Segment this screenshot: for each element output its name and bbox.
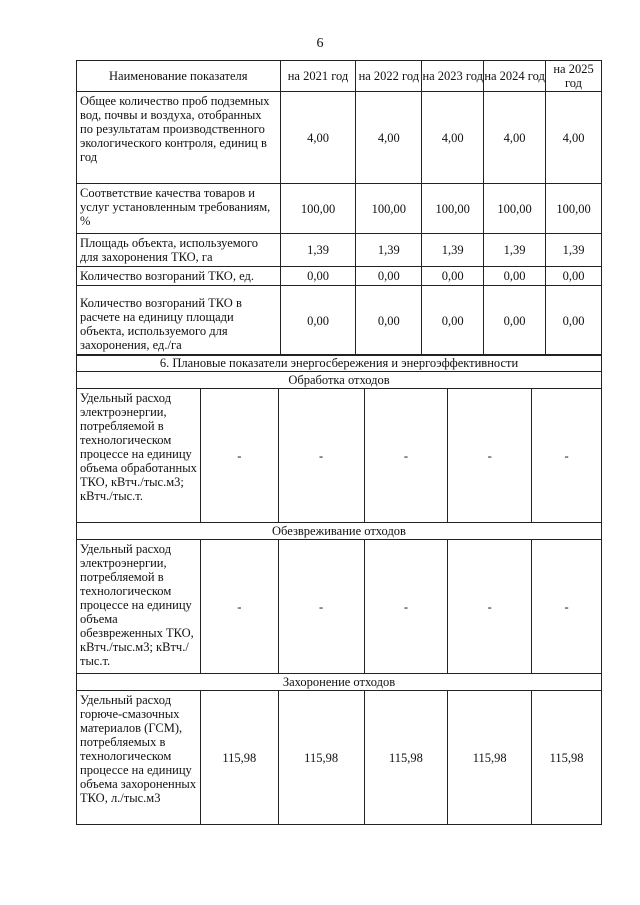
cell-value: 115,98 [278,691,364,825]
cell-value: 0,00 [484,267,546,286]
table-row [77,267,602,286]
header-year-2025: на 2025 год [546,61,602,92]
table-row [77,691,602,825]
cell-value: 1,39 [546,234,602,267]
cell-value: 0,00 [546,267,602,286]
cell-value: 100,00 [280,184,356,234]
cell-value: 4,00 [546,92,602,184]
cell-value: 1,39 [356,234,422,267]
cell-value: - [532,540,602,674]
table-row [77,389,602,523]
cell-value: 100,00 [546,184,602,234]
row-name: Количество возгораний ТКО, ед. [77,267,281,286]
cell-value: - [532,389,602,523]
row-name: Количество возгораний ТКО в расчете на единицу площади объекта, используемого для захоронения, ед./га [77,286,281,356]
cell-value: - [448,389,532,523]
cell-value: 1,39 [280,234,356,267]
table-header-row [77,61,602,92]
row-name: Удельный расход электроэнергии, потребляемой в технологическом процессе на единицу объема обезвреженных ТКО, кВтч./тыс.м3; кВтч./тыс.т. [77,540,201,674]
table-row [77,540,602,674]
row-name: Удельный расход горюче-смазочных материалов (ГСМ), потребляемых в технологическом процессе на единицу объема захороненных ТКО, л./тыс.м3 [77,691,201,825]
cell-value: - [448,540,532,674]
table-row [77,286,602,356]
cell-value: 0,00 [484,286,546,356]
cell-value: 0,00 [280,286,356,356]
section-title: 6. Плановые показатели энергосбережения и энергоэффективности [77,355,602,372]
energy-indicators-table [76,354,602,825]
indicators-table [76,60,602,356]
cell-value: - [200,389,278,523]
row-name: Удельный расход электроэнергии, потребляемой в технологическом процессе на единицу объема обработанных ТКО, кВтч./тыс.м3; кВтч./тыс.т. [77,389,201,523]
cell-value: - [200,540,278,674]
table-row [77,184,602,234]
cell-value: - [364,389,448,523]
page-number: 6 [316,36,324,51]
cell-value: 4,00 [422,92,484,184]
cell-value: 1,39 [422,234,484,267]
cell-value: - [278,540,364,674]
cell-value: 4,00 [280,92,356,184]
cell-value: 115,98 [532,691,602,825]
table-row [77,234,602,267]
cell-value: 0,00 [356,286,422,356]
cell-value: 100,00 [356,184,422,234]
cell-value: 0,00 [422,267,484,286]
group-title-row [77,674,602,691]
group-title-row [77,523,602,540]
group-title-neutralization: Обезвреживание отходов [77,523,602,540]
header-year-2024: на 2024 год [484,61,546,92]
cell-value: 4,00 [356,92,422,184]
cell-value: 4,00 [484,92,546,184]
row-name: Площадь объекта, используемого для захоронения ТКО, га [77,234,281,267]
group-title-processing: Обработка отходов [77,372,602,389]
cell-value: 0,00 [546,286,602,356]
cell-value: 0,00 [422,286,484,356]
header-year-2022: на 2022 год [356,61,422,92]
row-name: Соответствие качества товаров и услуг установленным требованиям, % [77,184,281,234]
cell-value: - [364,540,448,674]
table-row [77,92,602,184]
row-name: Общее количество проб подземных вод, почвы и воздуха, отобранных по результатам производственного экологического контроля, единиц в год [77,92,281,184]
group-title-row [77,372,602,389]
cell-value: 115,98 [364,691,448,825]
cell-value: 100,00 [422,184,484,234]
group-title-burial: Захоронение отходов [77,674,602,691]
header-year-2021: на 2021 год [280,61,356,92]
header-indicator-name: Наименование показателя [77,61,281,92]
header-year-2023: на 2023 год [422,61,484,92]
cell-value: 100,00 [484,184,546,234]
cell-value: 115,98 [200,691,278,825]
cell-value: 1,39 [484,234,546,267]
cell-value: - [278,389,364,523]
cell-value: 0,00 [356,267,422,286]
cell-value: 0,00 [280,267,356,286]
section-title-row [77,355,602,372]
cell-value: 115,98 [448,691,532,825]
